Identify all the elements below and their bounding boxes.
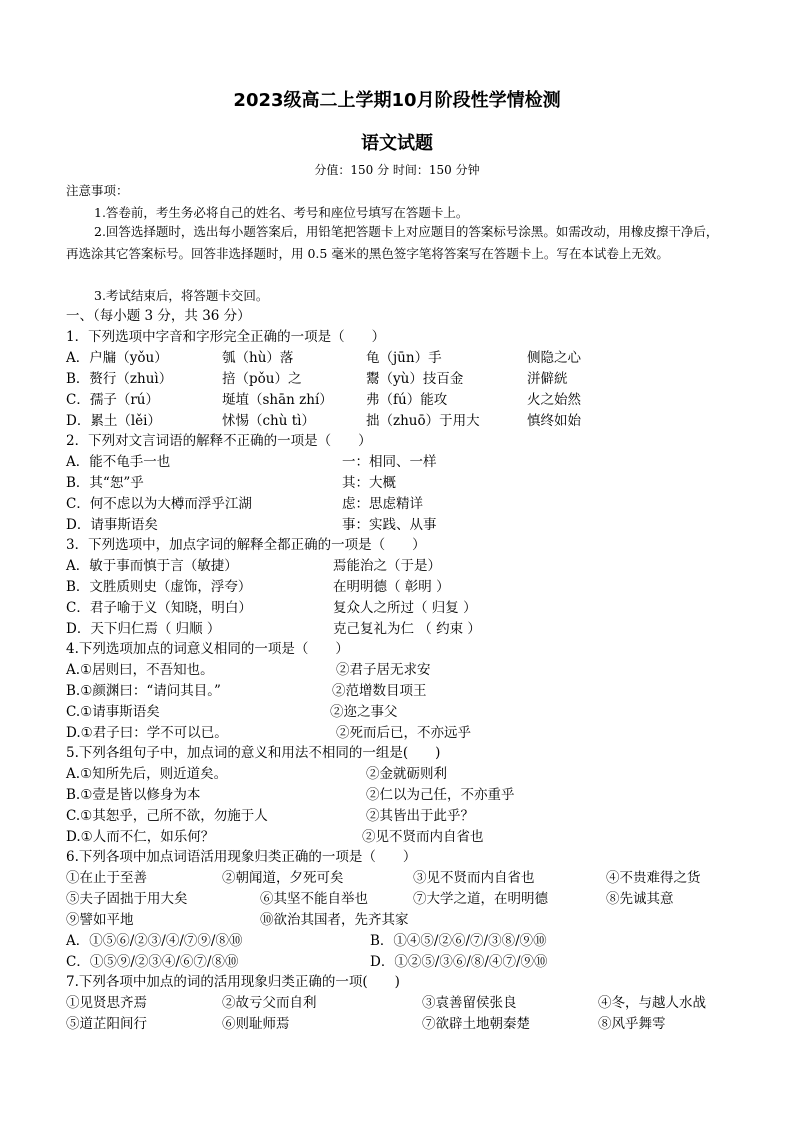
q6-option-c: C．①⑤⑨/②③④/⑥⑦/⑧⑩ — [66, 954, 239, 970]
q5-b-2: ②仁以为己任，不亦重乎 — [366, 787, 515, 803]
q3-d-2: 克己复礼为仁 （ 约束 ） — [333, 621, 481, 637]
q2-b-2: 其：大概 — [342, 475, 396, 491]
q6-item-9: ⑨譬如平地 — [66, 912, 134, 928]
q7-item-3: ③袁善留侯张良 — [422, 995, 517, 1011]
q1-stem: 1．下列选项中字音和字形完全正确的一项是（ ） — [66, 329, 386, 345]
q1-b-1: B．赘行（zhuì） — [66, 371, 173, 387]
q2-c-1: C．何不虑以为大樽而浮乎江湖 — [66, 496, 252, 512]
q7-item-8: ⑧风乎舞雩 — [598, 1016, 666, 1032]
q3-a-1: A．敏于事而慎于言（敏捷） — [66, 558, 238, 574]
q1-a-2: 瓠（hù）落 — [222, 350, 294, 366]
exam-meta: 分值：150 分 时间：150 分钟 — [314, 163, 480, 177]
q1-b-2: 掊（pǒu）之 — [222, 371, 302, 387]
q7-stem: 7.下列各项中加点的词的活用现象归类正确的一项( ) — [66, 974, 400, 990]
q1-c-4: 火之始然 — [527, 392, 581, 408]
q5-a-1: A.①知所先后，则近道矣。 — [66, 766, 228, 782]
section-heading: 一、（每小题 3 分，共 36 分） — [66, 308, 251, 324]
q6-stem: 6.下列各项中加点词语活用现象归类正确的一项是（ ） — [66, 849, 417, 865]
q1-a-3: 龟（jūn）手 — [366, 350, 442, 366]
q1-a-1: A．户牖（yǒu） — [66, 350, 168, 366]
q4-d-1: D.①君子曰：学不可以已。 — [66, 725, 228, 741]
q6-option-d: D．①②⑤/③⑥/⑧/④⑦/⑨⑩ — [370, 954, 548, 970]
q5-c-2: ②其皆出于此乎？ — [366, 808, 474, 824]
exam-subtitle: 语文试题 — [361, 133, 433, 154]
q4-stem: 4.下列选项加点的词意义相同的一项是（ ） — [66, 641, 349, 657]
q3-c-1: C．君子喻于义（知晓，明白） — [66, 600, 252, 616]
q6-item-1: ①在止于至善 — [66, 870, 147, 886]
q1-d-2: 怵惕（chù tì） — [222, 413, 315, 429]
q3-b-1: B．文胜质则史（虚饰，浮夸） — [66, 579, 252, 595]
q5-d-2: ②见不贤而内自省也 — [362, 829, 484, 845]
q1-d-4: 慎终如始 — [527, 413, 581, 429]
q1-b-3: 鬻（yù）技百金 — [366, 371, 464, 387]
q3-c-2: 复众人之所过（ 归复 ） — [333, 600, 477, 616]
note-3: 3.考试结束后，将答题卡交回。 — [94, 288, 269, 303]
q6-option-a: A．①⑤⑥/②③/④/⑦⑨/⑧⑩ — [66, 933, 243, 949]
q6-item-3: ③见不贤而内自省也 — [413, 870, 535, 886]
q7-item-1: ①见贤思齐焉 — [66, 995, 147, 1011]
q2-d-2: 事：实践、从事 — [342, 517, 437, 533]
q2-b-1: B．其“恕”乎 — [66, 475, 144, 491]
q3-b-2: 在明明德（ 彰明 ） — [333, 579, 450, 595]
q4-a-2: ②君子居无求安 — [336, 662, 431, 678]
q6-item-6: ⑥其坚不能自举也 — [260, 891, 368, 907]
q1-d-1: D．累土（lěi） — [66, 413, 161, 429]
exam-title: 2023级高二上学期10月阶段性学情检测 — [233, 90, 561, 111]
q3-d-1: D．天下归仁焉（ 归顺 ） — [66, 621, 221, 637]
q1-c-3: 弗（fú）能攻 — [366, 392, 448, 408]
q5-stem: 5.下列各组句子中，加点词的意义和用法不相同的一组是( ) — [66, 745, 441, 761]
notes-heading: 注意事项： — [66, 183, 129, 198]
q4-b-2: ②范增数目项王 — [332, 683, 427, 699]
q3-a-2: 焉能治之（于是） — [333, 558, 441, 574]
q6-item-8: ⑧先诚其意 — [606, 891, 674, 907]
q7-item-6: ⑥则耻师焉 — [222, 1016, 290, 1032]
q1-d-3: 拙（zhuō）于用大 — [366, 413, 480, 429]
q7-item-7: ⑦欲辟土地朝秦楚 — [422, 1016, 530, 1032]
q2-a-2: 一：相同、一样 — [342, 454, 437, 470]
q6-item-10: ⑩欲治其国者，先齐其家 — [260, 912, 409, 928]
q4-d-2: ②死而后已，不亦远乎 — [336, 725, 471, 741]
note-2: 2.回答选择题时，选出每小题答案后，用铅笔把答题卡上对应题目的答案标号涂黑。如需改动，用橡皮擦干净后，再选涂其它答案标号。回答非选择题时，用 0.5 毫米的黑色签字笔将答案写在答题卡上。写在本试卷上无效。 — [66, 224, 719, 261]
q4-c-2: ②迩之事父 — [330, 704, 398, 720]
q6-option-b: B．①④⑤/②⑥/⑦/③⑧/⑨⑩ — [370, 933, 547, 949]
q6-item-4: ④不贵难得之货 — [606, 870, 701, 886]
q6-item-7: ⑦大学之道，在明明德 — [413, 891, 548, 907]
q4-b-1: B.①颜渊曰：“请问其目。” — [66, 683, 221, 699]
q5-b-1: B.①壹是皆以修身为本 — [66, 787, 201, 803]
q5-c-1: C.①其恕乎，己所不欲，勿施于人 — [66, 808, 268, 824]
q5-d-1: D.①人而不仁，如乐何？ — [66, 829, 215, 845]
q1-b-4: 洴僻絖 — [527, 371, 568, 387]
q6-item-5: ⑤夫子固拙于用大矣 — [66, 891, 188, 907]
q7-item-2: ②故亏父而自利 — [222, 995, 317, 1011]
q1-c-2: 埏埴（shān zhí） — [222, 392, 333, 408]
q1-c-1: C．孺子（rú） — [66, 392, 159, 408]
q4-a-1: A.①居则曰，不吾知也。 — [66, 662, 214, 678]
q2-a-1: A．能不龟手一也 — [66, 454, 171, 470]
note-1: 1.答卷前，考生务必将自己的姓名、考号和座位号填写在答题卡上。 — [94, 205, 469, 220]
q2-stem: 2．下列对文言词语的解释不正确的一项是（ ） — [66, 433, 372, 449]
q1-a-4: 侧隐之心 — [527, 350, 581, 366]
q4-c-1: C.①请事斯语矣 — [66, 704, 160, 720]
q2-c-2: 虑：思虑精详 — [342, 496, 423, 512]
q2-d-1: D．请事斯语矣 — [66, 517, 158, 533]
q6-item-2: ②朝闻道，夕死可矣 — [222, 870, 344, 886]
q7-item-5: ⑤道芷阳间行 — [66, 1016, 147, 1032]
q7-item-4: ④冬，与越人水战 — [598, 995, 706, 1011]
q5-a-2: ②金就砺则利 — [366, 766, 447, 782]
q3-stem: 3．下列选项中，加点字词的解释全都正确的一项是（ ） — [66, 537, 426, 553]
